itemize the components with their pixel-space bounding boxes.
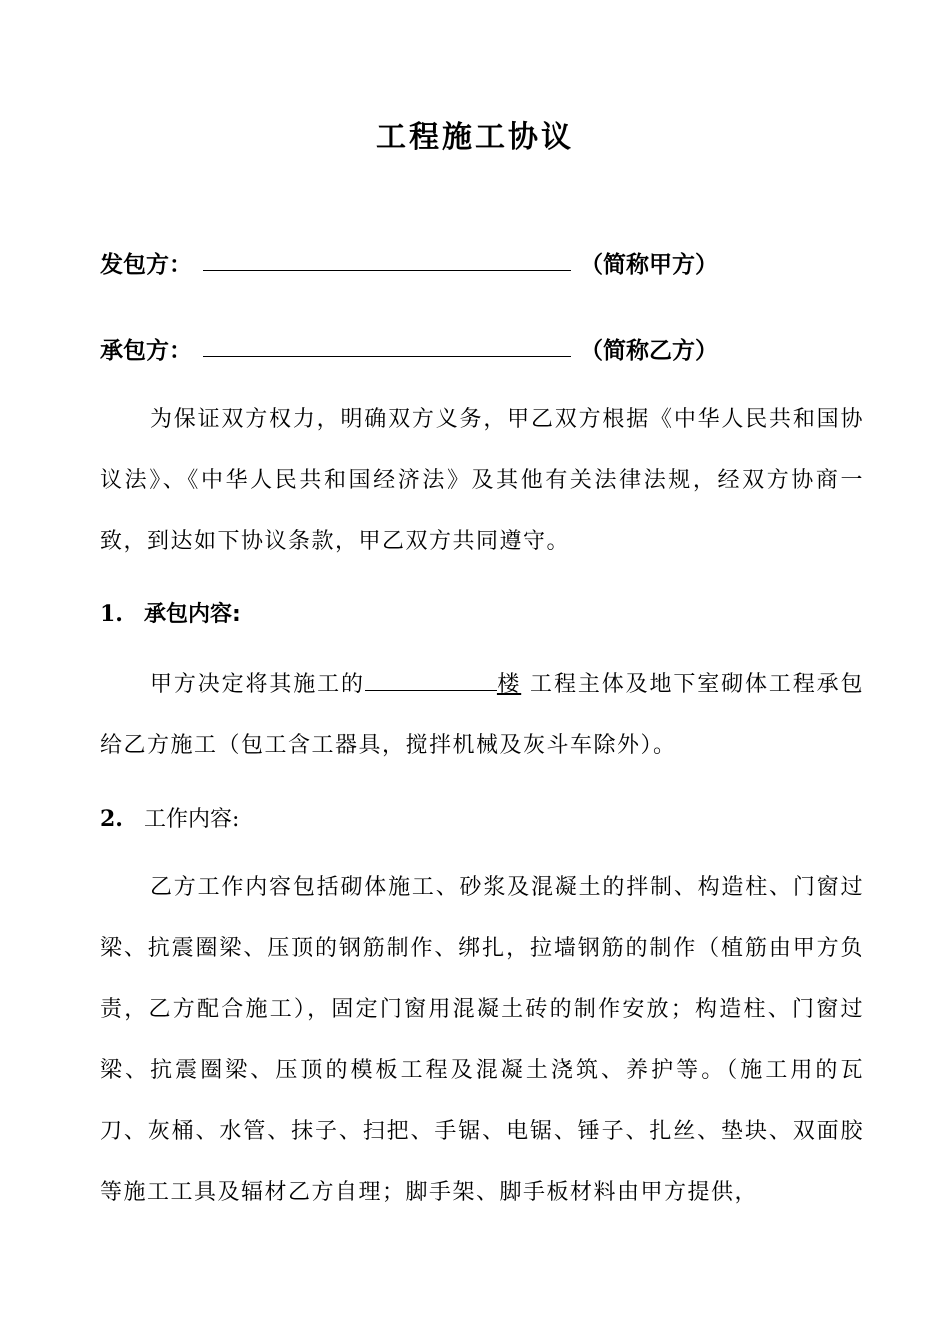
party-b-label: 承包方： [100, 338, 192, 364]
section-1-underlined-word: 楼 [496, 672, 522, 697]
intro-paragraph: 为保证双方权力，明确双方义务，甲乙双方根据《中华人民共和国协议法》、《中华人民共和国经济法》及其他有关法律法规，经双方协商一致，到达如下协议条款，甲乙双方共同遵守。 [100, 407, 864, 554]
section-1-text-before: 甲方决定将其施工的 [150, 672, 365, 697]
party-a-abbr: （简称甲方） [580, 252, 718, 278]
party-a-label: 发包方： [100, 252, 192, 278]
party-b-line [100, 326, 860, 366]
section-1-title: 承包内容: [144, 602, 241, 627]
section-2-title: 工作内容: [144, 807, 240, 832]
section-1-text-after: 工程主体及地下室砌体工程承包给乙方施工（包工含工器具，搅拌机械及灰斗车除外）。 [100, 672, 864, 758]
party-a-line [100, 240, 860, 280]
section-2-number: 2. [100, 806, 123, 832]
section-2-heading [100, 802, 239, 833]
section-1-number: 1. [100, 601, 123, 627]
party-b-blank [203, 356, 571, 357]
document-title: 工程施工协议 [376, 120, 574, 155]
party-a-blank [203, 270, 571, 271]
building-blank [365, 668, 497, 691]
section-1-heading [100, 597, 241, 628]
section-1-paragraph [100, 654, 864, 776]
party-b-abbr: （简称乙方） [580, 338, 718, 364]
section-2-paragraph: 乙方工作内容包括砌体施工、砂浆及混凝土的拌制、构造柱、门窗过梁、抗震圈梁、压顶的钢筋制作、绑扎，拉墙钢筋的制作（植筋由甲方负责，乙方配合施工），固定门窗用混凝土砖的制作安放；构造柱、门窗过梁、抗震圈梁、压顶的模板工程及混凝土浇筑、养护等。（施工用的瓦刀、灰桶、水管、抹子、扫把、手锯、电锯、锤子、扎丝、垫块、双面胶等施工工具及辐材乙方自理；脚手架、脚手板材料由甲方提供， [100, 875, 864, 1205]
